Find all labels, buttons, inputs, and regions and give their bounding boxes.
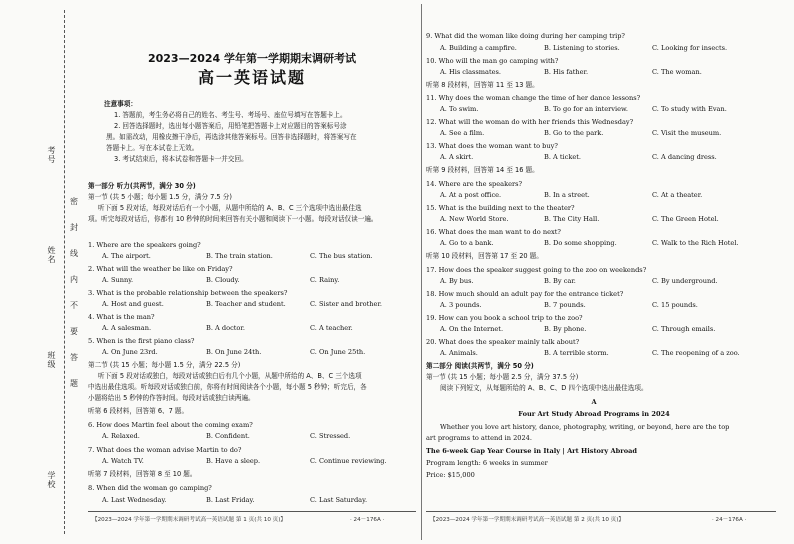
option: A. To swim. bbox=[440, 105, 479, 113]
option: B. The train station. bbox=[206, 252, 273, 260]
footer-rule bbox=[426, 511, 776, 512]
option: C. A teacher. bbox=[310, 324, 353, 332]
option: A. Sunny. bbox=[102, 276, 134, 284]
question-11: 11. Why does the woman change the time of her dance lessons? bbox=[426, 94, 641, 102]
exam-subject-title: 高一英语试题 bbox=[197, 68, 306, 87]
question-2: 2. What will the weather be like on Friday? bbox=[88, 265, 233, 273]
part2-instruction: 阅读下列短文，从每题所给的 A、B、C、D 四个选项中选出最佳选项。 bbox=[440, 384, 648, 392]
class-label: 班级 bbox=[47, 351, 56, 369]
seal-dashed-line bbox=[64, 10, 65, 534]
note-line: 黑。如需改动，用橡皮擦干净后，再选涂其他答案标号。回答非选择题时，将答案写在 bbox=[106, 133, 357, 141]
passage-paragraph: art programs to attend in 2024. bbox=[426, 434, 532, 442]
passage-letter: A bbox=[591, 398, 597, 406]
option: B. 7 pounds. bbox=[544, 301, 586, 309]
name-label: 姓名 bbox=[47, 246, 56, 264]
option: C. At a theater. bbox=[652, 191, 703, 199]
passage-title: Four Art Study Abroad Programs in 2024 bbox=[518, 410, 670, 418]
section1-instruction: 项。听完每段对话后，你都有 10 秒钟的时间来回答有关小题和阅读下一小题。每段对话仅读一遍。 bbox=[88, 215, 378, 223]
question-1: 1. Where are the speakers going? bbox=[88, 241, 201, 249]
option: C. Continue reviewing. bbox=[310, 457, 387, 465]
option: A. Building a campfire. bbox=[440, 44, 517, 52]
option: B. In a street. bbox=[544, 191, 590, 199]
note-line: 3. 考试结束后，将本试卷和答题卡一并交回。 bbox=[114, 155, 248, 163]
option: B. The City Hall. bbox=[544, 215, 600, 223]
option: C. Rainy. bbox=[310, 276, 340, 284]
seal-char: 线 bbox=[70, 249, 78, 258]
seal-char: 题 bbox=[70, 379, 78, 388]
option: A. Go to a bank. bbox=[440, 239, 494, 247]
option: B. A ticket. bbox=[544, 153, 581, 161]
option: C. The bus station. bbox=[310, 252, 373, 260]
passage-paragraph: Whether you love art history, dance, photography, writing, or beyond, here are the top bbox=[440, 423, 730, 431]
school-label: 学校 bbox=[47, 471, 56, 489]
option: B. A doctor. bbox=[206, 324, 245, 332]
section1-heading: 第一节 (共 5 小题；每小题 1.5 分，满分 7.5 分) bbox=[88, 193, 232, 201]
option: C. By underground. bbox=[652, 277, 718, 285]
option: A. Relaxed. bbox=[102, 432, 140, 440]
seal-char: 要 bbox=[70, 327, 78, 336]
section2-instruction: 听下面 5 段对话或独白，每段对话或独白后有几个小题，从题中所给的 A、B、C 三个选项 bbox=[98, 372, 362, 380]
option: C. The reopening of a zoo. bbox=[652, 349, 740, 357]
section2-instruction: 中选出最佳选项。听每段对话或独白前，你将有时间阅读各个小题，每小题 5 秒钟；听完后，各 bbox=[88, 383, 367, 391]
binding-strip bbox=[6, 6, 76, 538]
option: B. Last Friday. bbox=[206, 496, 255, 504]
listen-instruction: 听第 9 段材料，回答第 14 至 16 题。 bbox=[426, 166, 539, 174]
listen-instruction: 听第 6 段材料，回答第 6、7 题。 bbox=[88, 407, 189, 415]
option: C. A dancing dress. bbox=[652, 153, 717, 161]
section1-instruction: 听下面 5 段对话，每段对话后有一个小题，从题中所给的 A、B、C 三个选项中选出最佳选 bbox=[98, 204, 362, 212]
option: A. Host and guest. bbox=[102, 300, 164, 308]
question-13: 13. What does the woman want to buy? bbox=[426, 142, 558, 150]
course-price: Price: $15,000 bbox=[426, 471, 475, 479]
option: B. Cloudy. bbox=[206, 276, 240, 284]
option: A. See a film. bbox=[440, 129, 485, 137]
question-15: 15. What is the building next to the theater? bbox=[426, 204, 575, 212]
note-line: 2. 回答选择题时，选出每小题答案后，用铅笔把答题卡上对应题目的答案标号涂 bbox=[114, 122, 347, 130]
section2-instruction: 小题将给出 5 秒钟的作答时间。每段对话或独白读两遍。 bbox=[88, 394, 255, 402]
question-17: 17. How does the speaker suggest going to the zoo on weekends? bbox=[426, 266, 647, 274]
question-20: 20. What does the speaker mainly talk about? bbox=[426, 338, 580, 346]
seal-char: 答 bbox=[70, 353, 78, 362]
option: C. Visit the museum. bbox=[652, 129, 722, 137]
notes-title: 注意事项： bbox=[104, 100, 137, 108]
column-divider bbox=[421, 4, 422, 540]
section2-heading: 第二节 (共 15 小题；每小题 1.5 分，满分 22.5 分) bbox=[88, 361, 241, 369]
seal-char: 密 bbox=[70, 197, 78, 206]
option: A. Animals. bbox=[440, 349, 478, 357]
question-3: 3. What is the probable relationship between the speakers? bbox=[88, 289, 288, 297]
option: C. Last Saturday. bbox=[310, 496, 368, 504]
option: B. Confident. bbox=[206, 432, 250, 440]
footer-rule bbox=[88, 511, 416, 512]
option: A. At a post office. bbox=[440, 191, 502, 199]
option: B. Go to the park. bbox=[544, 129, 604, 137]
note-line: 1. 答题前，考生务必将自己的姓名、考生号、考场号、座位号填写在答题卡上。 bbox=[114, 111, 347, 119]
note-line: 答题卡上。写在本试卷上无效。 bbox=[106, 144, 199, 152]
question-4: 4. What is the man? bbox=[88, 313, 155, 321]
option: B. On June 24th. bbox=[206, 348, 262, 356]
page-footer: 【2023—2024 学年第一学期期末调研考试高一英语试题 第 2 页(共 10 页)】 bbox=[430, 517, 625, 523]
course-title: The 6-week Gap Year Course in Italy | Art History Abroad bbox=[426, 447, 637, 455]
page-footer: 【2023—2024 学年第一学期期末调研考试高一英语试题 第 1 页(共 10 页)】 bbox=[92, 517, 287, 523]
seal-char: 封 bbox=[70, 223, 78, 232]
part1-heading: 第一部分 听力(共两节，满分 30 分) bbox=[88, 182, 196, 190]
option: B. Have a sleep. bbox=[206, 457, 261, 465]
question-8: 8. When did the woman go camping? bbox=[88, 484, 212, 492]
page-code: · 24－176A · bbox=[350, 517, 385, 523]
option: A. On June 23rd. bbox=[102, 348, 158, 356]
option: C. To study with Evan. bbox=[652, 105, 727, 113]
course-length: Program length: 6 weeks in summer bbox=[426, 459, 548, 467]
listen-instruction: 听第 7 段材料，回答第 8 至 10 题。 bbox=[88, 470, 197, 478]
seal-char: 内 bbox=[70, 275, 78, 284]
question-18: 18. How much should an adult pay for the entrance ticket? bbox=[426, 290, 624, 298]
page-code: · 24－176A · bbox=[712, 517, 747, 523]
option: B. To go for an interview. bbox=[544, 105, 628, 113]
question-9: 9. What did the woman like doing during her camping trip? bbox=[426, 32, 625, 40]
option: B. Do some shopping. bbox=[544, 239, 617, 247]
option: B. By phone. bbox=[544, 325, 587, 333]
option: B. Listening to stories. bbox=[544, 44, 620, 52]
question-6: 6. How does Martin feel about the coming exam? bbox=[88, 421, 253, 429]
option: A. The airport. bbox=[102, 252, 151, 260]
option: C. The Green Hotel. bbox=[652, 215, 719, 223]
option: B. A terrible storm. bbox=[544, 349, 609, 357]
option: A. By bus. bbox=[440, 277, 474, 285]
exam-number-label: 考号 bbox=[47, 146, 56, 164]
part2-section1-heading: 第一节 (共 15 小题；每小题 2.5 分，满分 37.5 分) bbox=[426, 373, 579, 381]
option: C. Stressed. bbox=[310, 432, 351, 440]
part2-heading: 第二部分 阅读(共两节，满分 50 分) bbox=[426, 362, 534, 370]
option: A. Watch TV. bbox=[102, 457, 144, 465]
question-16: 16. What does the man want to do next? bbox=[426, 228, 561, 236]
option: C. Looking for insects. bbox=[652, 44, 728, 52]
question-12: 12. What will the woman do with her friends this Wednesday? bbox=[426, 118, 634, 126]
option: A. 3 pounds. bbox=[440, 301, 482, 309]
option: C. The woman. bbox=[652, 68, 702, 76]
listen-instruction: 听第 10 段材料，回答第 17 至 20 题。 bbox=[426, 252, 543, 260]
option: C. 15 pounds. bbox=[652, 301, 698, 309]
option: B. His father. bbox=[544, 68, 589, 76]
exam-title: 2023—2024 学年第一学期期末调研考试 bbox=[147, 52, 357, 65]
option: C. On June 25th. bbox=[310, 348, 366, 356]
option: C. Walk to the Rich Hotel. bbox=[652, 239, 739, 247]
option: A. Last Wednesday. bbox=[102, 496, 167, 504]
option: B. Teacher and student. bbox=[206, 300, 286, 308]
listen-instruction: 听第 8 段材料，回答第 11 至 13 题。 bbox=[426, 81, 539, 89]
question-5: 5. When is the first piano class? bbox=[88, 337, 195, 345]
option: A. A skirt. bbox=[440, 153, 474, 161]
option: A. New World Store. bbox=[440, 215, 509, 223]
seal-char: 不 bbox=[70, 301, 78, 310]
option: A. His classmates. bbox=[440, 68, 502, 76]
question-10: 10. Who will the man go camping with? bbox=[426, 57, 559, 65]
question-19: 19. How can you book a school trip to the zoo? bbox=[426, 314, 583, 322]
question-14: 14. Where are the speakers? bbox=[426, 180, 523, 188]
option: A. On the Internet. bbox=[440, 325, 504, 333]
option: A. A salesman. bbox=[102, 324, 152, 332]
option: B. By car. bbox=[544, 277, 576, 285]
option: C. Sister and brother. bbox=[310, 300, 382, 308]
option: C. Through emails. bbox=[652, 325, 716, 333]
question-7: 7. What does the woman advise Martin to do? bbox=[88, 446, 242, 454]
